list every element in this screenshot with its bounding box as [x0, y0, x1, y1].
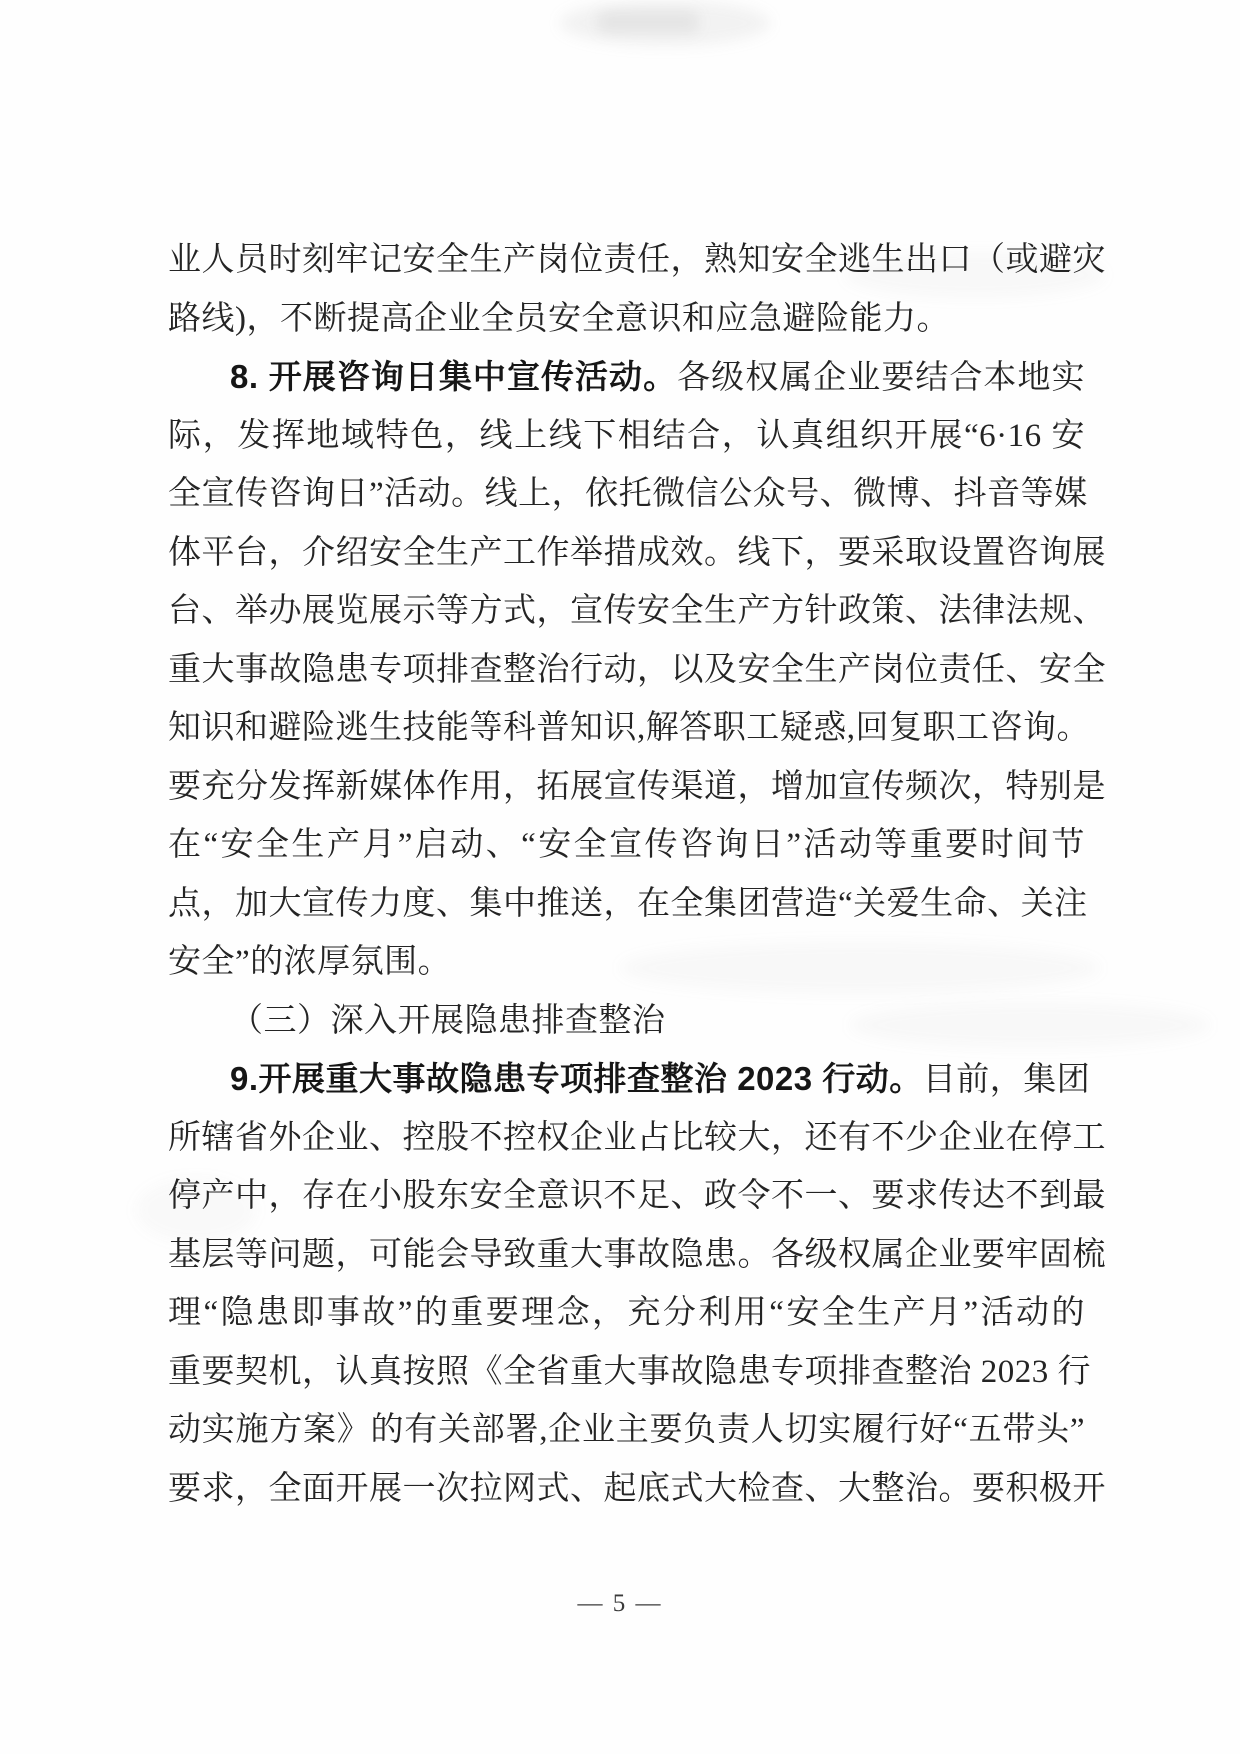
text-run: 基层等问题，可能会导致重大事故隐患。各级权属企业要牢固梳: [168, 1236, 1106, 1273]
text-line: [168, 1167, 1106, 1226]
text-line: [168, 1284, 1085, 1343]
text-run: 重要契机，认真按照《全省重大事故隐患专项排查整治 2023 行: [168, 1353, 1091, 1390]
text-line: [168, 816, 1085, 875]
text-line: [168, 641, 1106, 700]
text-line: [168, 699, 1090, 758]
text-run: 体平台，介绍安全生产工作举措成效。线下，要采取设置咨询展: [168, 534, 1106, 571]
text-line: [168, 465, 1088, 524]
section-heading: [168, 992, 1085, 1051]
text-run: 在“安全生产月”启动、“安全宣传咨询日”活动等重要时间节: [168, 827, 1085, 863]
text-line: [168, 1460, 1106, 1519]
text-line: [168, 290, 1085, 349]
text-run: 际，发挥地域特色，线上线下相结合，认真组织开展“6·16 安: [168, 417, 1085, 454]
text-line: [168, 524, 1106, 583]
text-run: 理“隐患即事故”的重要理念，充分利用“安全生产月”活动的: [168, 1295, 1085, 1331]
text-run: 安全”的浓厚氛围。: [168, 944, 452, 980]
text-line: [168, 231, 1106, 290]
text-run: 业人员时刻牢记安全生产岗位责任，熟知安全逃生出口（或避灾: [168, 242, 1106, 278]
bold-run: 8. 开展咨询日集中宣传活动。: [230, 358, 678, 395]
scan-smudge: [598, 12, 698, 32]
text-run: 所辖省外企业、控股不控权企业占比较大，还有不少企业在停工: [168, 1119, 1106, 1156]
text-line: [168, 1401, 1085, 1460]
text-line: [168, 1109, 1106, 1168]
bold-run: 9.开展重大事故隐患专项排查整治 2023 行动。: [230, 1060, 923, 1097]
numbered-heading-line: [168, 348, 1085, 407]
text-run: 台、举办展览展示等方式，宣传安全生产方针政策、法律法规、: [168, 593, 1106, 629]
text-line: [168, 875, 1088, 934]
text-run: 要充分发挥新媒体作用，拓展宣传渠道，增加宣传频次，特别是: [168, 768, 1106, 805]
text-run: 重大事故隐患专项排查整治行动，以及安全生产岗位责任、安全: [168, 651, 1106, 688]
scan-smudge: [560, 0, 770, 46]
text-run: 各级权属企业要结合本地实: [677, 360, 1085, 396]
text-run: 全宣传咨询日”活动。线上，依托微信公众号、微博、抖音等媒: [168, 476, 1088, 512]
text-run: 动实施方案》的有关部署,企业主要负责人切实履行好“五带头”: [168, 1412, 1085, 1448]
text-line: [168, 758, 1106, 817]
text-line: [168, 933, 1085, 992]
text-run: 点，加大宣传力度、集中推送，在全集团营造“关爱生命、关注: [168, 885, 1088, 922]
text-run: 目前，集团: [922, 1062, 1091, 1098]
text-line: [168, 1343, 1091, 1402]
text-run: 知识和避险逃生技能等科普知识,解答职工疑惑,回复职工咨询。: [168, 710, 1090, 746]
heading-run: （三）深入开展隐患排查整治: [230, 1002, 666, 1039]
page-number: — 5 —: [577, 1590, 663, 1617]
text-run: 路线)，不断提高企业全员安全意识和应急避险能力。: [168, 300, 950, 337]
text-line: [168, 582, 1106, 641]
document-body: [168, 231, 1106, 1518]
text-line: [168, 407, 1085, 466]
text-run: 要求，全面开展一次拉网式、起底式大检查、大整治。要积极开: [168, 1470, 1106, 1507]
text-line: [168, 1226, 1106, 1285]
numbered-heading-line: [168, 1050, 1091, 1109]
text-run: 停产中，存在小股东安全意识不足、政令不一、要求传达不到最: [168, 1178, 1106, 1214]
